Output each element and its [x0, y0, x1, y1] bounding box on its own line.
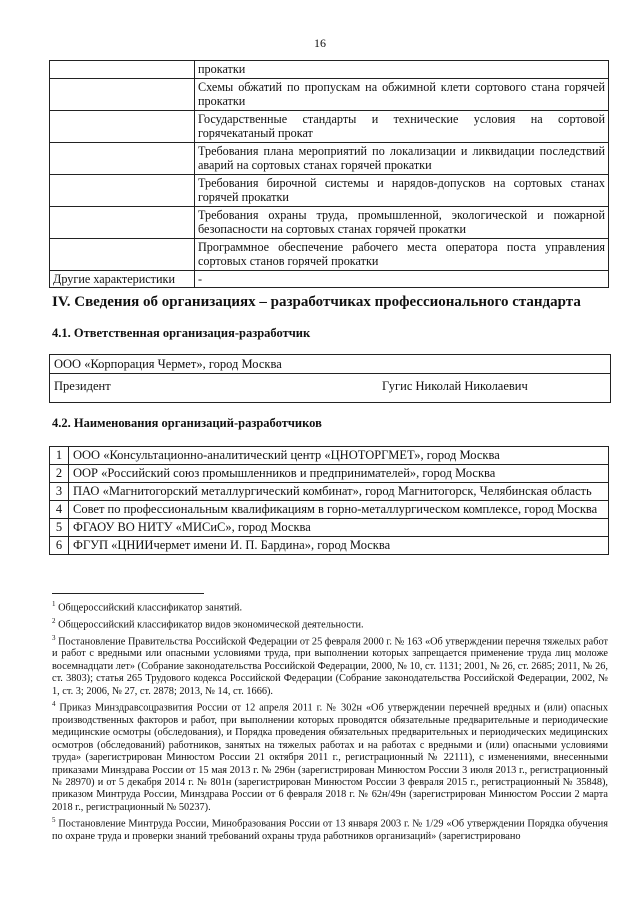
table-row: [50, 110, 609, 142]
table-row: 5 ФГАОУ ВО НИТУ «МИСиС», город Москва: [50, 519, 609, 537]
subsection-title: 4.2. Наименования организаций-разработчиков: [52, 416, 322, 430]
table-cell: Требования охраны труда, промышленной, экологической и пожарной безопасности на сортовых станах горячей прокатки: [195, 206, 609, 238]
footnote: $^1$ Общероссийский классификатор занятий.: [52, 600, 243, 614]
footnote: $^2$ Общероссийский классификатор видов экономической деятельности.: [52, 616, 364, 631]
table-row: [50, 78, 609, 110]
table-row: [50, 61, 609, 79]
table-row: [50, 142, 609, 174]
developer-orgs-table: [49, 446, 609, 555]
other-characteristics-value: -: [195, 270, 609, 288]
table-row: 1 ООО «Консультационно-аналитический центр «ЦНОТОРГМЕТ», город Москва: [50, 447, 609, 465]
responsible-org-name: ООО «Корпорация Чермет», город Москва: [54, 357, 282, 371]
table-row: 6 ФГУП «ЦНИИчермет имени И. П. Бардина», город Москва: [50, 537, 609, 555]
table-row: [50, 238, 609, 270]
other-characteristics-label: Другие характеристики: [50, 270, 195, 288]
footnotes: [52, 598, 608, 843]
table-row: 3 ПАО «Магнитогорский металлургический комбинат», город Магнитогорск, Челябинская область: [50, 483, 609, 501]
table-row: 2 ООР «Российский союз промышленников и предпринимателей», город Москва: [50, 465, 609, 483]
table-row: [50, 270, 609, 288]
table-cell: Государственные стандарты и технические условия на сортовой горячекатаный прокат: [195, 110, 609, 142]
head-name: Гугис Николай Николаевич: [382, 379, 528, 393]
table-row: [50, 206, 609, 238]
table-cell: Программное обеспечение рабочего места оператора поста управления сортовых станов горячей прокатки: [195, 238, 609, 270]
section-title: IV. Сведения об организациях – разработчиках профессионального стандарта: [52, 294, 581, 310]
footnote: $^3$ Постановление Правительства Российской Федерации от 25 февраля 2000 г. № 163 «Об утверждении перечня тяжелых работ и работ с вредными или опасными условиями труда, при выполнении которых запрещается применение труда лиц моложе восемнадцати лет» (Собрание законодательства Российской Федерации, 2000, № 10, ст. 1131; 2001, № 26, ст. 2685; 2011, № 26, ст. 3803); статья 265 Трудового кодекса Российской Федерации (Собрание законодательства Российской Федерации, 2002, № 1, ст. 3; 2006, № 27, ст. 2878; 2013, № 14, ст. 1666).: [52, 633, 608, 697]
footnote: $^4$ Приказ Минздравсоцразвития России от 12 апреля 2011 г. № 302н «Об утверждении перечней вредных и (или) опасных производственных факторов и работ, при выполнении которых проводятся обязательные предварительные и периодические медицинские осмотры (обследования), и Порядка проведения обязательных предварительных и периодических медицинских осмотров (обследований) работников, занятых на тяжелых работах и на работах с вредными и (или) опасными условиями труда» (зарегистрирован Минюстом России 21 октября 2011 г., регистрационный № 22111), с изменениями, внесенными приказами Минздрава России от 15 мая 2013 г. № 296н (зарегистрирован Минюстом России 3 июля 2013 г., регистрационный № 28970) и от 5 декабря 2014 г. № 801н (зарегистрирован Минюстом России 3 февраля 2015 г., регистрационный № 35848), приказом Минтруда России, Минздрава России от 6 февраля 2018 г. № 62н/49н (зарегистрирован Минюстом России 2 марта 2018 г., регистрационный № 50237).: [52, 700, 609, 813]
page-number: 16: [314, 36, 326, 50]
table-row: [50, 174, 609, 206]
subsection-title: 4.1. Ответственная организация-разработчик: [52, 326, 311, 340]
footnote-divider: [52, 593, 204, 594]
head-position: Президент: [54, 379, 111, 393]
table-cell: Требования бирочной системы и нарядов-допусков на сортовых станах горячей прокатки: [195, 174, 609, 206]
divider: [50, 373, 610, 374]
footnote: $^5$ Постановление Минтруда России, Минобразования России от 13 января 2003 г. № 1/29 «Об утверждении Порядка обучения по охране труда и проверки знаний требований охраны труда работников организаций» (зарегистрировано: [52, 816, 608, 843]
responsible-org-box: [49, 354, 611, 403]
characteristics-table: [49, 60, 609, 288]
table-cell: Схемы обжатий по пропускам на обжимной клети сортового стана горячей прокатки: [195, 78, 609, 110]
table-cell: прокатки: [195, 61, 609, 79]
table-row: 4 Совет по профессиональным квалификациям в горно-металлургическом комплексе, город Москва: [50, 501, 609, 519]
table-cell: Требования плана мероприятий по локализации и ликвидации последствий аварий на сортовых станах горячей прокатки: [195, 142, 609, 174]
